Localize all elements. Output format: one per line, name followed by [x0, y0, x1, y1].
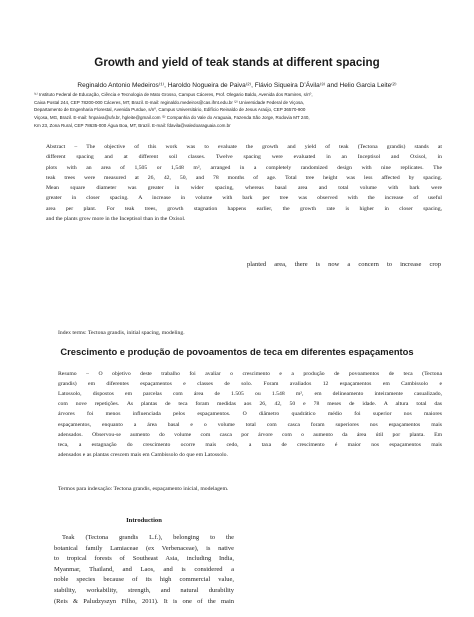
body-line: planted area, there is now a concern to increase crop: [247, 261, 441, 268]
resumo-line: teca, a estagnação do crescimento ocorre mais cedo, a taxa de crescimento é maior nos espaçamentos mais: [58, 441, 442, 448]
body-line: (Reis & Paludzyszyn Filho, 2011). It is one of the main: [54, 597, 234, 605]
body-line: botanical family Lamiaceae (ex Verbenaceae), is native: [54, 544, 234, 552]
portuguese-title: Crescimento e produção de povoamentos de teca em diferentes espaçamentos: [60, 346, 414, 357]
affiliation-line: Viçosa, MG, Brazil. E-mail: hnpaiva@ufv.br, hgleite@gmail.com ⁽³⁾ Companhia do Vale do Araguaia, Fazenda São Jorge, Rodovia MT 240,: [34, 115, 310, 121]
indexing-terms-pt: Termos para indexação: Tectona grandis, espaçamento inicial, modelagem.: [58, 486, 229, 492]
abstract-line: and the plants grow more in the Inceptisol than in the Oxisol.: [46, 215, 186, 222]
body-line: to tropical forests of Southeast Asia, including India,: [54, 555, 234, 563]
abstract-line: different spacing and at different soil classes. Twelve spacing were evaluated in an Inceptisol and Oxisol, in: [46, 154, 442, 161]
resumo-line: adensados. Observou-se aumento do volume com casca por árvore com o aumento da área útil por planta. Em: [58, 431, 442, 438]
body-line: Myanmar, Thailand, and Laos, and is considered a: [54, 565, 234, 573]
abstract-line: teak trees were measured at 26, 42, 50, and 78 months of age. Total tree height was less affected by spacing.: [46, 174, 442, 181]
body-line: Teak (Tectona grandis L.f.), belonging to the: [62, 534, 234, 541]
index-terms: Index terms: Tectona grandis, initial spacing, modeling.: [58, 330, 185, 336]
resumo-line: árvores foi menos influenciada pelos espaçamentos. O diâmetro quadrático médio foi superior nos maiores: [58, 411, 442, 418]
affiliation-line: Km 23, Zona Rural, CEP 78635-000 Água Boa, MT, Brazil. E-mail: fdavila@valedoaraguaia.com.br: [34, 122, 231, 128]
affiliation-line: ⁽¹⁾ Instituto Federal de Educação, Ciência e Tecnologia de Mato Grosso, Campus Cáceres, Prof. Olegario Baldo, Avenida dos Ramires, s/nº,: [34, 92, 313, 97]
body-line: noble species because of its high commercial value,: [54, 576, 234, 584]
affiliation-line: Caixa Postal 244, CEP 78200-000 Cáceres, MT, Brazil. E-mail: reginaldo.medeiros@cas.ifmt.edu.br ⁽²⁾ Universidade Federal de Viçosa,: [34, 99, 304, 105]
resumo-line: grandis) em diferentes espaçamentos e classes de solo. Foram avaliados 12 espaçamentos em Cambissolo e: [58, 381, 442, 388]
abstract-line: area per plant. For teak trees, growth stagnation happens earlier, the growth rate is higher in closer spacing,: [46, 205, 442, 212]
section-heading: Introduction: [126, 517, 162, 524]
abstract-line: Mean square diameter was greater in wider spacing, whereas basal area and total volume with bark were: [46, 185, 442, 191]
affiliation-line: Departamento de Engenharia Florestal, Avenida Purdue, s/nº, Campus Universitário, Edifício Reinaldo de Jesus Araújo, CEP 36570-900: [34, 107, 306, 113]
resumo-line: adensados e as plantas crescem mais em Cambissolo do que em Latossolo.: [58, 451, 228, 458]
author-list: Reginaldo Antonio Medeiros⁽¹⁾, Haroldo Nogueira de Paiva⁽²⁾, Flávio Siqueira D’Ávila⁽³⁾ and Helio Garcia Leite⁽²⁾: [77, 82, 397, 89]
resumo-line: Resumo – O objetivo deste trabalho foi avaliar o crescimento e a produção de povoamentos de teca (Tectona: [58, 371, 442, 377]
abstract-line: Abstract – The objective of this work was to evaluate the growth and yield of teak (Tectona grandis) stands at: [46, 144, 442, 150]
abstract-line: plots with an area of 1,505 or 1,548 m², arranged in a completely randomized design with nine replicates. The: [46, 164, 442, 171]
resumo-line: Latossolo, dispostos em parcelas com área de 1.505 ou 1.548 m², em delineamento inteiramente casualizado,: [58, 391, 442, 398]
resumo-line: com nove repetições. As plantas de teca foram medidas aos 26, 42, 50 e 78 meses de idade. A altura total das: [58, 401, 442, 408]
resumo-line: espaçamentos, enquanto a área basal e o volume total com casca foram superiores nos espaçamentos mais: [58, 421, 442, 428]
abstract-line: greater in closer spacing. A increase in volume with bark per tree was observed with the increase of useful: [46, 195, 442, 202]
paper-title: Growth and yield of teak stands at different spacing: [94, 56, 380, 69]
body-line: stability, workability, strength, and natural durability: [54, 587, 234, 594]
